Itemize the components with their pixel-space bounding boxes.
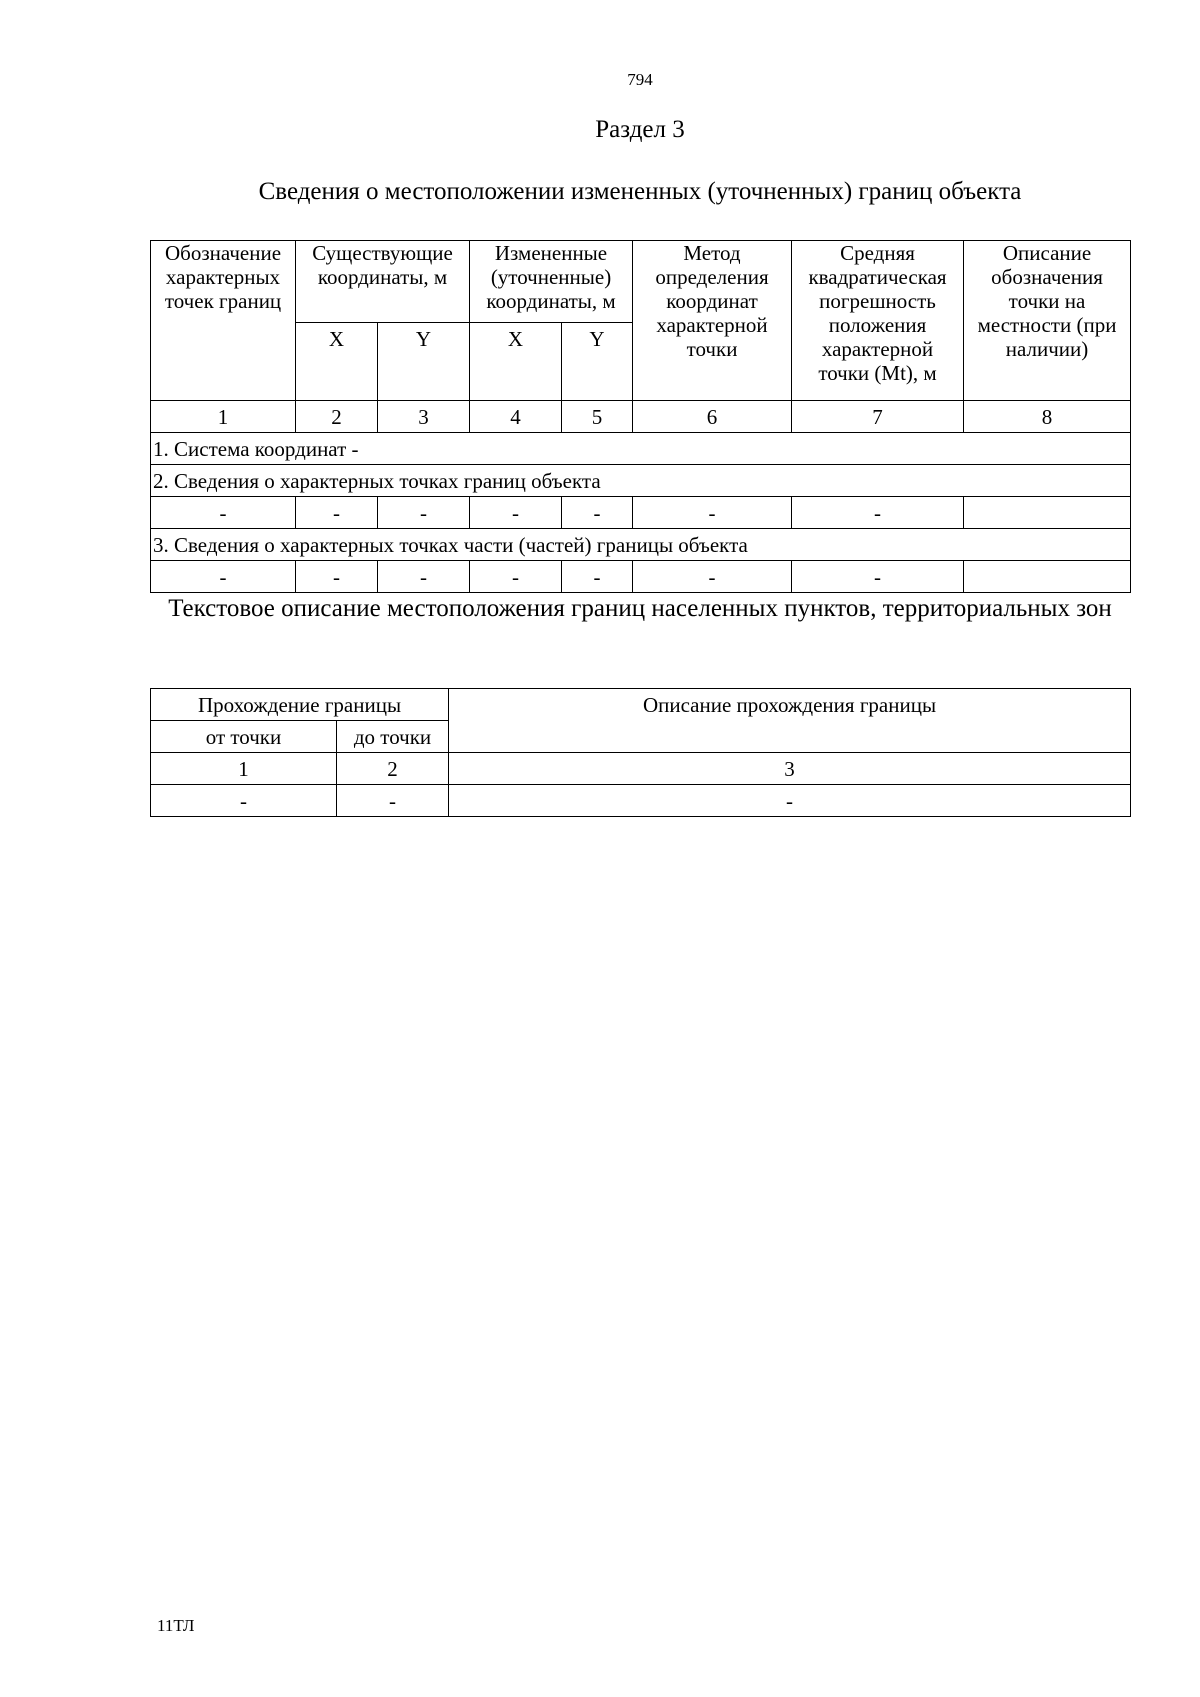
header-existing-coordinates: Существующие координаты, м xyxy=(296,241,470,323)
boundary-description-table xyxy=(150,688,1131,817)
table-row xyxy=(151,497,1131,529)
table1-title: Сведения о местоположении измененных (уточненных) границ объекта xyxy=(258,178,1022,205)
column-number: 4 xyxy=(470,401,562,433)
section-coordinate-system: 1. Система координат - xyxy=(151,433,1131,465)
page-number: 794 xyxy=(627,70,653,89)
table-cell: - xyxy=(151,785,337,817)
table-cell xyxy=(964,561,1131,593)
column-number: 1 xyxy=(151,753,337,785)
header-point-designation: Обозначение характерных точек границ xyxy=(151,241,296,401)
column-number: 6 xyxy=(633,401,792,433)
column-number: 7 xyxy=(792,401,964,433)
boundary-coordinates-table xyxy=(150,240,1131,593)
header-method: Метод определения координат характерной точки xyxy=(633,241,792,401)
table-cell: - xyxy=(378,561,470,593)
table-cell: - xyxy=(792,497,964,529)
footer-code: 11ТЛ xyxy=(157,1616,195,1635)
header-existing-x: X xyxy=(296,323,378,401)
header-point-description: Описание обозначения точки на местности (при наличии) xyxy=(964,241,1131,401)
column-number: 3 xyxy=(449,753,1131,785)
column-number: 1 xyxy=(151,401,296,433)
table-cell: - xyxy=(792,561,964,593)
header-existing-y: Y xyxy=(378,323,470,401)
header-changed-x: X xyxy=(470,323,562,401)
table-cell: - xyxy=(296,561,378,593)
table-cell: - xyxy=(562,561,633,593)
header-from-point: от точки xyxy=(151,721,337,753)
table-cell: - xyxy=(378,497,470,529)
header-boundary-passage: Прохождение границы xyxy=(151,689,449,721)
table-cell: - xyxy=(151,497,296,529)
table-cell: - xyxy=(151,561,296,593)
section-boundary-points: 2. Сведения о характерных точках границ объекта xyxy=(151,465,1131,497)
header-passage-description: Описание прохождения границы xyxy=(449,689,1131,753)
column-number: 8 xyxy=(964,401,1131,433)
table-cell: - xyxy=(562,497,633,529)
section-part-boundary-points: 3. Сведения о характерных точках части (частей) границы объекта xyxy=(151,529,1131,561)
column-number: 5 xyxy=(562,401,633,433)
table-row xyxy=(151,561,1131,593)
column-number: 2 xyxy=(296,401,378,433)
table-cell xyxy=(964,497,1131,529)
section-title: Раздел 3 xyxy=(595,116,685,143)
table-cell: - xyxy=(337,785,449,817)
column-number: 3 xyxy=(378,401,470,433)
header-to-point: до точки xyxy=(337,721,449,753)
column-number: 2 xyxy=(337,753,449,785)
table-row xyxy=(151,785,1131,817)
table-cell: - xyxy=(470,497,562,529)
table-cell: - xyxy=(449,785,1131,817)
table2-title: Текстовое описание местоположения границ населенных пунктов, территориальных зон xyxy=(168,595,1112,622)
table-cell: - xyxy=(633,497,792,529)
header-changed-y: Y xyxy=(562,323,633,401)
table-cell: - xyxy=(470,561,562,593)
table-cell: - xyxy=(296,497,378,529)
header-error: Средняя квадратическая погрешность положения характерной точки (Mt), м xyxy=(792,241,964,401)
header-changed-coordinates: Измененные (уточненные) координаты, м xyxy=(470,241,633,323)
table-cell: - xyxy=(633,561,792,593)
